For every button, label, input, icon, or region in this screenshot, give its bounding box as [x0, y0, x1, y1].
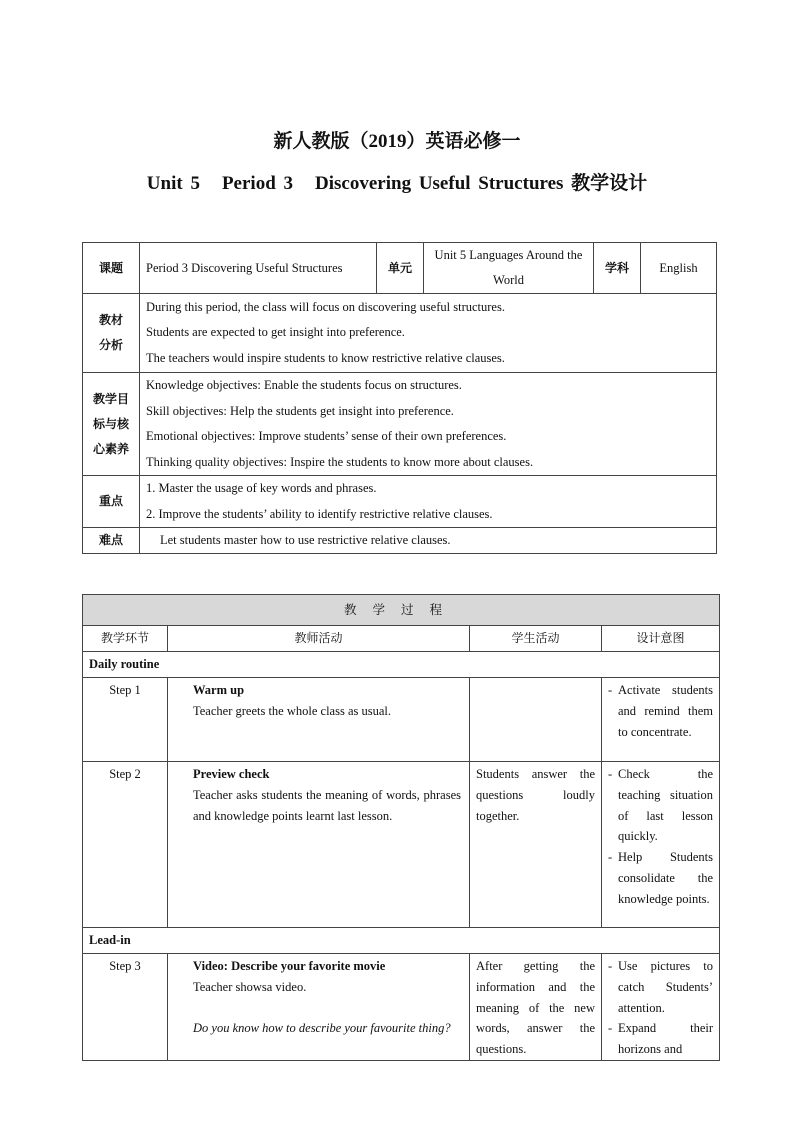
student-activity: After getting the information and the meaning of the new words, answer the questions.: [470, 954, 602, 1061]
step-row: [83, 762, 720, 928]
col-teacher-header: 教师活动: [168, 626, 470, 652]
key-line: 1. Master the usage of key words and phrases.: [146, 481, 377, 495]
intent-item: - Use pictures to catch Students’ attention.: [608, 956, 713, 1018]
design-intent: [602, 954, 720, 1061]
activity-question: Do you know how to describe your favourite thing?: [193, 1020, 451, 1035]
col-intent-header: 设计意图: [602, 626, 720, 652]
difficult-value: Let students master how to use restrictive relative clauses.: [140, 528, 717, 554]
topic-label: 课题: [83, 243, 140, 294]
design-intent: [602, 678, 720, 762]
activity-text: Teacher asks students the meaning of words, phrases and knowledge points learnt last lesson.: [193, 787, 461, 823]
key-label: 重点: [83, 476, 140, 528]
analysis-label: 教材分析: [83, 294, 140, 373]
analysis-line: Students are expected to get insight into preference.: [146, 325, 405, 340]
info-row-difficult: [83, 528, 717, 554]
subtitle-unit: Unit 5: [146, 173, 200, 194]
objectives-label: 教学目标与核心素养: [83, 373, 140, 476]
analysis-line: The teachers would inspire students to know restrictive relative clauses.: [146, 350, 505, 365]
objective-line: Emotional objectives: Improve students’ sense of their own preferences.: [146, 429, 507, 443]
key-line: 2. Improve the students’ ability to identify restrictive relative clauses.: [146, 506, 493, 521]
analysis-line: During this period, the class will focus on discovering useful structures.: [146, 299, 505, 314]
objectives-content: [140, 373, 717, 476]
activity-text: Teacher showsa video.: [193, 979, 307, 994]
section-daily-routine: [83, 652, 720, 678]
process-title-row: [83, 595, 720, 626]
lesson-info-table: [82, 242, 717, 554]
section-label: Daily routine: [83, 652, 720, 678]
intent-item: - Activate students and remind them to concentrate.: [608, 680, 713, 742]
step-row: [83, 678, 720, 762]
topic-value: Period 3 Discovering Useful Structures: [140, 243, 377, 294]
info-row-key: [83, 476, 717, 528]
objective-line: Thinking quality objectives: Inspire the students to know more about clauses.: [146, 454, 534, 469]
subject-label: 学科: [594, 243, 641, 294]
col-student-header: 学生活动: [470, 626, 602, 652]
subtitle-topic: Discovering Useful Structures 教学设计: [315, 173, 648, 194]
design-intent: [602, 762, 720, 928]
subtitle-period: Period 3: [221, 173, 294, 194]
difficult-label: 难点: [83, 528, 140, 554]
process-column-headers: [83, 626, 720, 652]
step-label: Step 3: [83, 954, 168, 1061]
activity-title: Preview check: [193, 767, 270, 781]
key-content: [140, 476, 717, 528]
intent-item: - Help Students consolidate the knowledge points.: [608, 847, 713, 909]
student-activity: [470, 678, 602, 762]
col-step-header: 教学环节: [83, 626, 168, 652]
activity-title: Warm up: [193, 683, 245, 697]
step-label: Step 1: [83, 678, 168, 762]
section-lead-in: [83, 928, 720, 954]
section-label: Lead-in: [83, 928, 720, 954]
intent-item: - Expand their horizons and: [608, 1018, 713, 1060]
info-row-analysis: [83, 294, 717, 373]
teaching-process-table: [82, 594, 720, 1061]
process-title: 教学过程: [83, 595, 720, 626]
document-title: 新人教版（2019）英语必修一: [273, 131, 521, 152]
teacher-activity: [168, 678, 470, 762]
intent-item: - Check the teaching situation of last lesson quickly.: [608, 764, 713, 847]
unit-value: Unit 5 Languages Around the World: [424, 243, 594, 294]
teacher-activity: [168, 954, 470, 1061]
document-subtitle: [0, 168, 794, 195]
objective-line: Knowledge objectives: Enable the students focus on structures.: [146, 378, 462, 392]
unit-label: 单元: [377, 243, 424, 294]
objective-line: Skill objectives: Help the students get insight into preference.: [146, 403, 454, 418]
activity-title: Video: Describe your favorite movie: [193, 959, 386, 973]
info-row-objectives: [83, 373, 717, 476]
step-row: [83, 954, 720, 1061]
student-activity: Students answer the questions loudly together.: [470, 762, 602, 928]
analysis-content: [140, 294, 717, 373]
teacher-activity: [168, 762, 470, 928]
step-label: Step 2: [83, 762, 168, 928]
info-row-topic: [83, 243, 717, 294]
activity-text: Teacher greets the whole class as usual.: [193, 703, 392, 718]
subject-value: English: [641, 243, 717, 294]
